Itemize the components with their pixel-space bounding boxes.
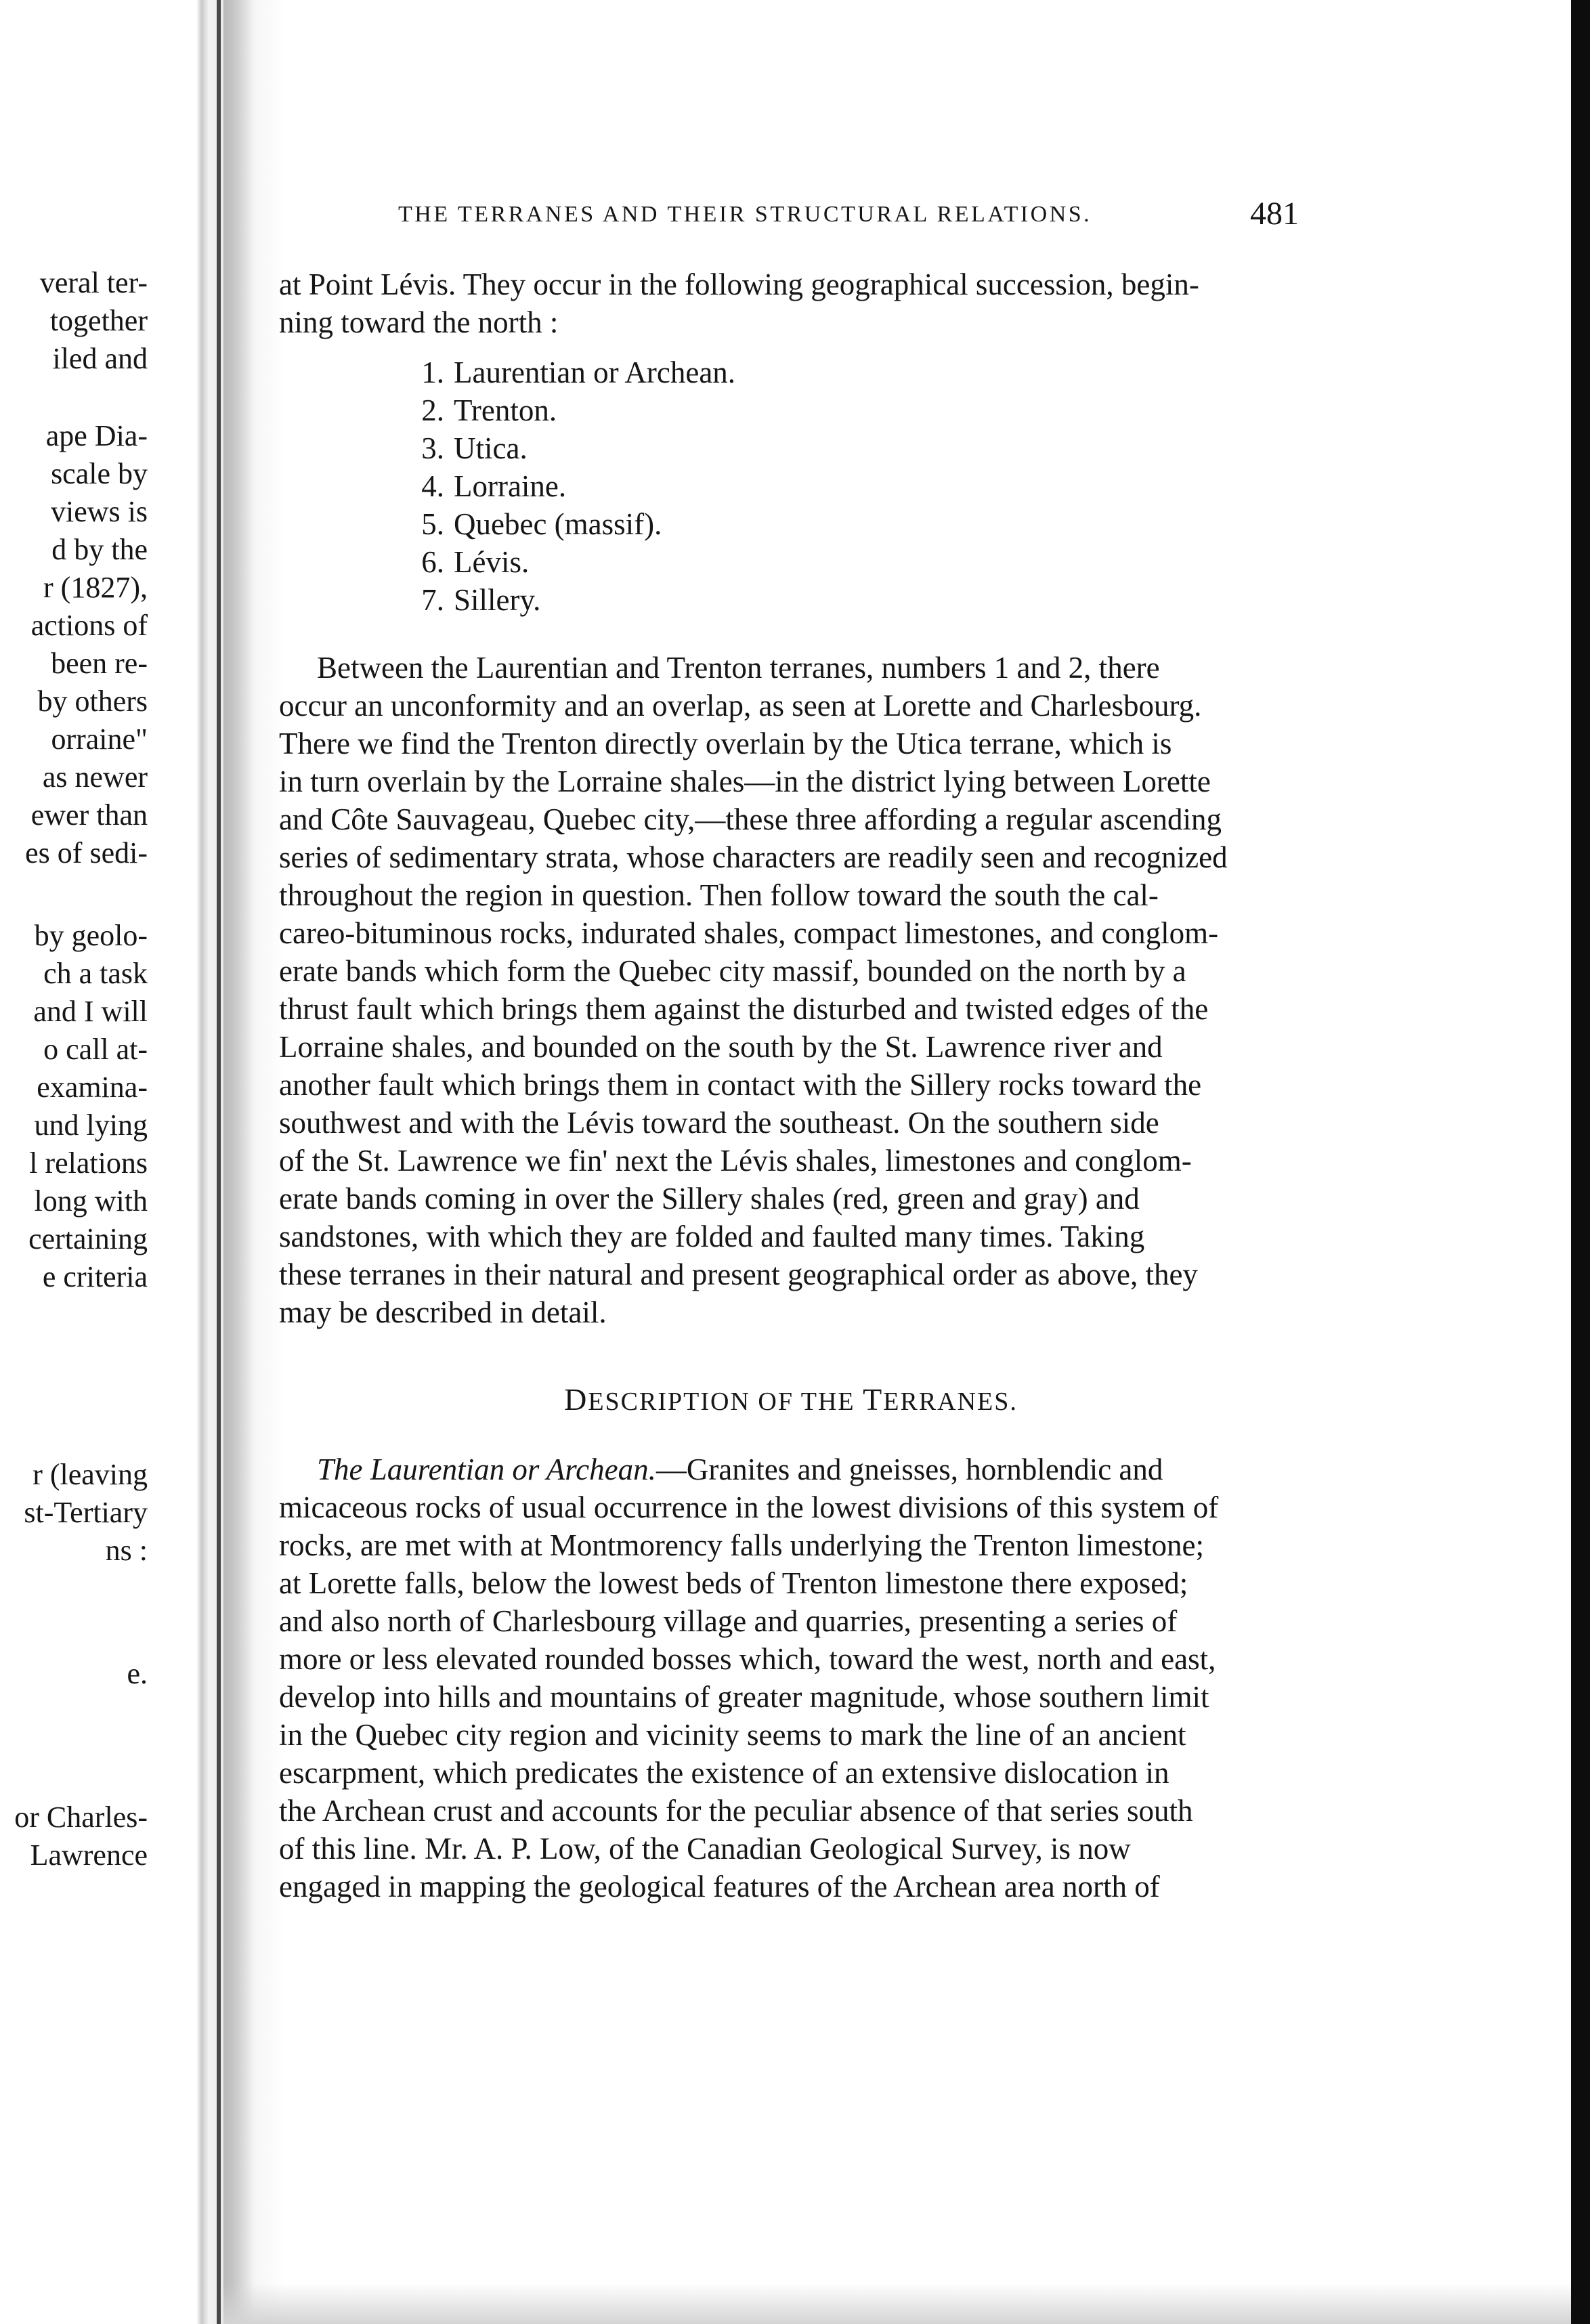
left-fragment: e.	[127, 1657, 148, 1690]
scanner-edge	[1571, 0, 1590, 2324]
text-run: —Granites and gneisses, hornblendic and	[656, 1452, 1163, 1486]
heading-rest: ERRANES.	[883, 1387, 1018, 1416]
binding-shadow	[223, 0, 254, 2324]
text-line: of this line. Mr. A. P. Low, of the Canadian Geological Survey, is now	[279, 1832, 1131, 1866]
text-line: There we find the Trenton directly overlain by the Utica terrane, which is	[279, 727, 1172, 760]
left-fragment: st-Tertiary	[24, 1496, 148, 1529]
list-number: 7.	[421, 583, 444, 617]
list-item	[409, 543, 529, 581]
text-line: engaged in mapping the geological features of the Archean area north of	[279, 1870, 1160, 1903]
text-line: develop into hills and mountains of greater magnitude, whose southern limit	[279, 1680, 1209, 1714]
left-fragment: und lying	[34, 1109, 148, 1142]
left-fragment: ewer than	[30, 798, 148, 832]
text-line: more or less elevated rounded bosses which, toward the west, north and east,	[279, 1642, 1216, 1676]
text-line: Between the Laurentian and Trenton terranes, numbers 1 and 2, there	[317, 651, 1160, 685]
section-heading	[279, 1381, 1303, 1417]
list-label: Lévis.	[454, 545, 530, 579]
text-line: ning toward the north :	[279, 305, 559, 339]
previous-page-fragments	[0, 0, 196, 2324]
left-fragment: orraine"	[51, 723, 148, 756]
text-line: another fault which brings them in contact with the Sillery rocks toward the	[279, 1068, 1202, 1102]
list-item	[409, 353, 735, 391]
left-fragment: by geolo-	[34, 919, 148, 952]
text-line: erate bands coming in over the Sillery shales (red, green and gray) and	[279, 1182, 1140, 1215]
bottom-shadow	[223, 2283, 1571, 2324]
text-line: erate bands which form the Quebec city massif, bounded on the north by a	[279, 954, 1186, 988]
left-fragment: views is	[51, 495, 148, 528]
left-fragment: or Charles-	[14, 1801, 148, 1834]
text-line: micaceous rocks of usual occurrence in the lowest divisions of this system of	[279, 1490, 1219, 1524]
left-fragment: and I will	[33, 995, 148, 1028]
list-number: 5.	[421, 507, 444, 541]
list-item	[409, 391, 557, 429]
list-number: 4.	[421, 469, 444, 503]
list-item	[409, 467, 566, 505]
left-fragment: o call at-	[43, 1033, 148, 1066]
left-fragment: veral ter-	[39, 266, 148, 299]
text-line: in turn overlain by the Lorraine shales—in the district lying between Lorette	[279, 765, 1211, 798]
left-fragment: es of sedi-	[25, 836, 148, 869]
text-line: the Archean crust and accounts for the peculiar absence of that series south	[279, 1794, 1193, 1828]
left-fragment: been re-	[51, 647, 148, 680]
heading-cap: D	[564, 1382, 588, 1417]
left-fragment: scale by	[51, 457, 148, 490]
heading-cap: T	[863, 1382, 884, 1417]
left-fragment: ape Dia-	[45, 419, 148, 452]
left-fragment: actions of	[30, 609, 148, 642]
left-fragment: d by the	[51, 533, 148, 566]
list-label: Quebec (massif).	[454, 507, 662, 541]
text-line: of the St. Lawrence we fin' next the Lévis shales, limestones and conglom-	[279, 1144, 1192, 1178]
list-item	[409, 429, 528, 467]
text-line: and Côte Sauvageau, Quebec city,—these three affording a regular ascending	[279, 802, 1222, 836]
list-item	[409, 581, 540, 619]
left-fragment: as newer	[42, 760, 148, 794]
text-line	[279, 1450, 1303, 1488]
list-number: 1.	[421, 356, 444, 389]
header-title: THE TERRANES AND THEIR STRUCTURAL RELATIONS.	[398, 202, 1092, 227]
list-label: Sillery.	[454, 583, 541, 617]
page-number: 481	[1250, 196, 1299, 232]
left-fragment: iled and	[52, 342, 148, 375]
left-fragment: l relations	[29, 1146, 148, 1180]
list-number: 3.	[421, 431, 444, 465]
left-fragment: together	[49, 304, 148, 337]
left-fragment: r (1827),	[43, 571, 148, 604]
text-line: thrust fault which brings them against the disturbed and twisted edges of the	[279, 992, 1209, 1026]
text-line: throughout the region in question. Then follow toward the south the cal-	[279, 878, 1159, 912]
text-line: escarpment, which predicates the existence of an extensive dislocation in	[279, 1756, 1169, 1790]
text-line: and also north of Charlesbourg village and quarries, presenting a series of	[279, 1604, 1178, 1638]
text-line: these terranes in their natural and present geographical order as above, they	[279, 1257, 1198, 1291]
left-fragment: by others	[37, 685, 148, 718]
text-line: rocks, are met with at Montmorency falls underlying the Trenton limestone;	[279, 1528, 1204, 1562]
list-number: 6.	[421, 545, 444, 579]
left-fragment: ch a task	[43, 957, 148, 990]
text-line: at Lorette falls, below the lowest beds of Trenton limestone there exposed;	[279, 1566, 1188, 1600]
text-line: Lorraine shales, and bounded on the south by the St. Lawrence river and	[279, 1030, 1163, 1064]
left-fragment: examina-	[37, 1071, 148, 1104]
list-number: 2.	[421, 393, 444, 427]
left-fragment: certaining	[28, 1222, 148, 1255]
text-line: occur an unconformity and an overlap, as seen at Lorette and Charlesbourg.	[279, 689, 1202, 723]
text-line: southwest and with the Lévis toward the southeast. On the southern side	[279, 1106, 1159, 1140]
heading-rest: ESCRIPTION	[588, 1387, 750, 1416]
list-label: Lorraine.	[454, 469, 567, 503]
list-item	[409, 505, 662, 543]
text-line: in the Quebec city region and vicinity seems to mark the line of an ancient	[279, 1718, 1186, 1752]
running-header	[398, 198, 1299, 238]
left-fragment: e criteria	[42, 1260, 148, 1293]
list-label: Trenton.	[454, 393, 557, 427]
text-line: sandstones, with which they are folded and faulted many times. Taking	[279, 1220, 1145, 1253]
left-fragment: ns :	[105, 1534, 148, 1567]
paragraph-lead: The Laurentian or Archean.	[317, 1452, 656, 1486]
left-fragment: r (leaving	[33, 1458, 148, 1491]
list-label: Utica.	[454, 431, 528, 465]
text-line: series of sedimentary strata, whose characters are readily seen and recognized	[279, 840, 1228, 874]
binding-line	[217, 0, 221, 2324]
left-fragment: Lawrence	[30, 1838, 148, 1872]
left-fragment: long with	[34, 1184, 148, 1218]
list-label: Laurentian or Archean.	[454, 356, 736, 389]
text-line: may be described in detail.	[279, 1295, 607, 1329]
heading-mid: OF THE	[758, 1387, 855, 1416]
text-line: at Point Lévis. They occur in the following geographical succession, begin-	[279, 267, 1199, 301]
text-line: careo-bituminous rocks, indurated shales, compact limestones, and conglom-	[279, 916, 1219, 950]
